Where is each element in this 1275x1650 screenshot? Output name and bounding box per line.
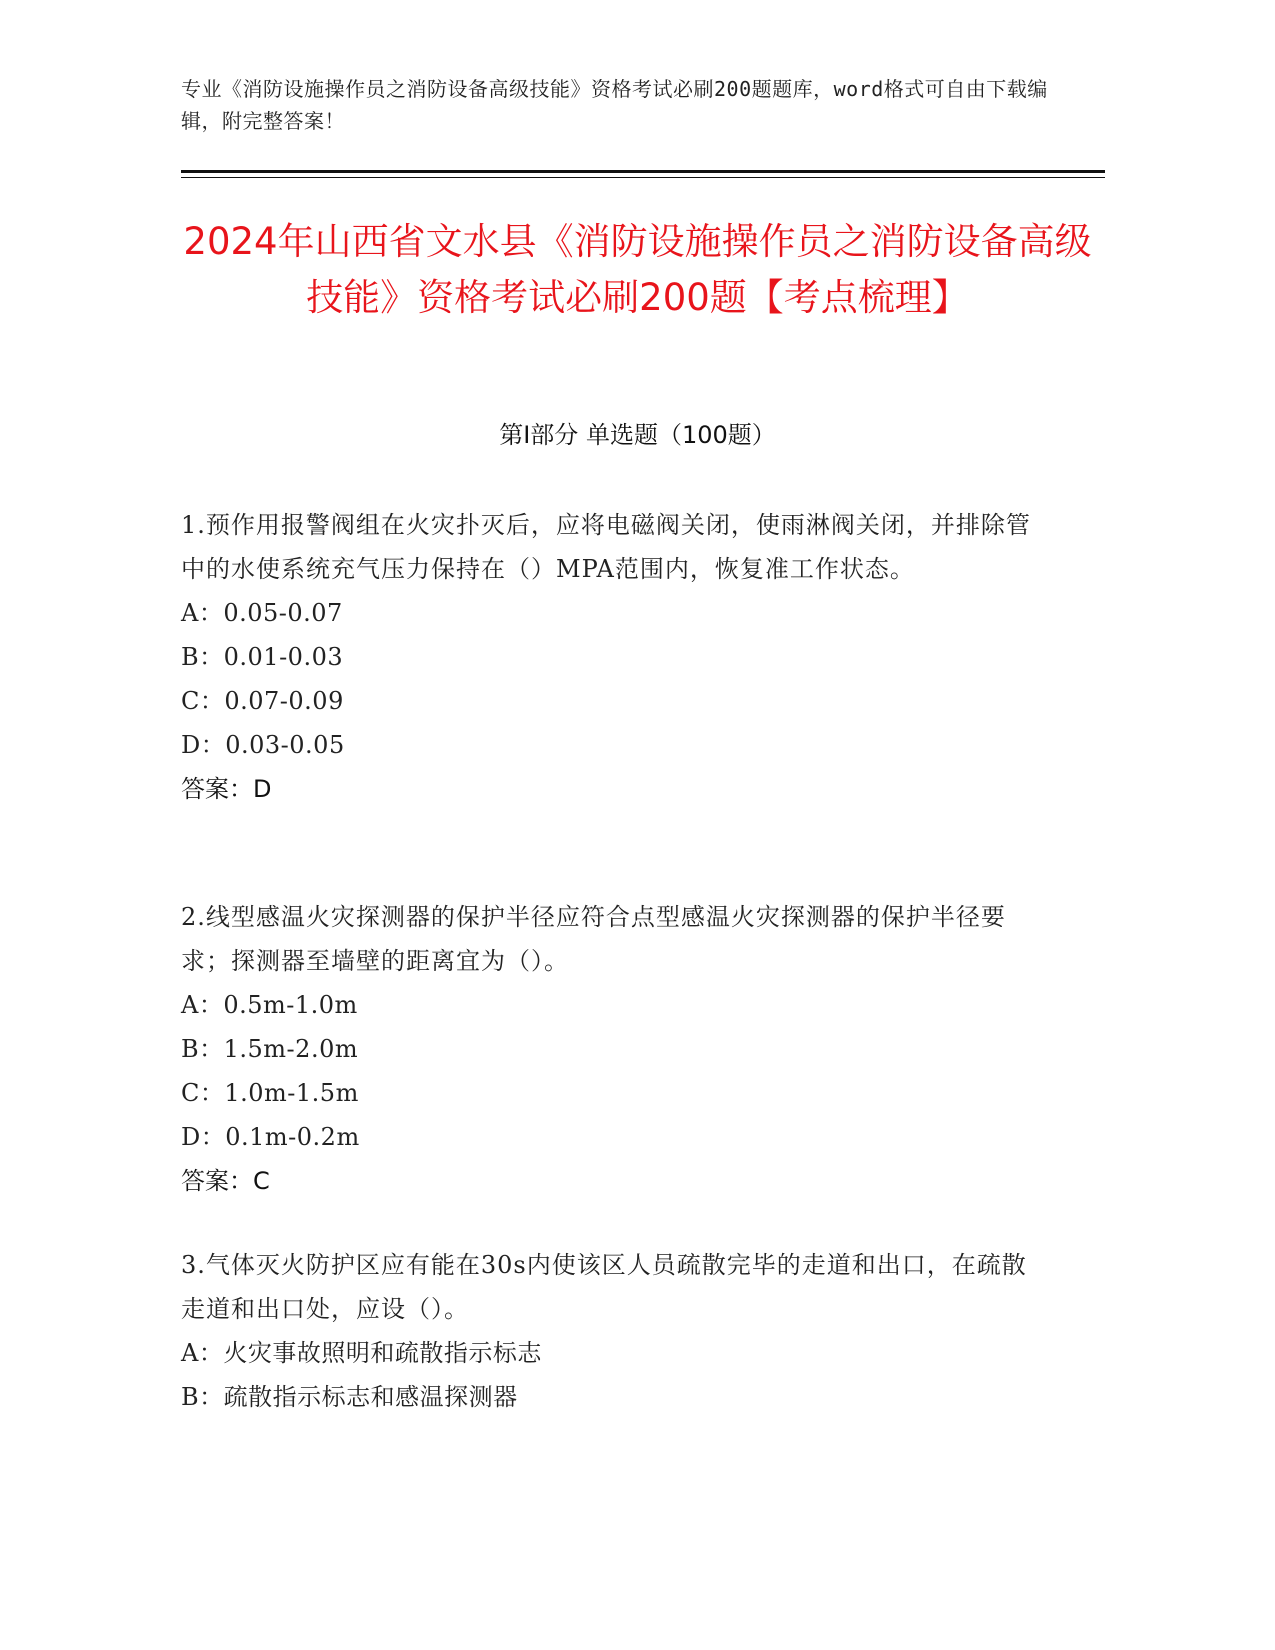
answer-line: 答案：C <box>181 1167 270 1195</box>
option-c: C：0.07-0.09 <box>181 687 344 715</box>
option-b: B：0.01-0.03 <box>181 643 344 671</box>
question-text: 2.线型感温火灾探测器的保护半径应符合点型感温火灾探测器的保护半径要求；探测器至墙壁的距离宜为（）。 <box>181 903 1006 975</box>
question-text: 3.气体灭火防护区应有能在30s内使该区人员疏散完毕的走道和出口，在疏散走道和出口处，应设（）。 <box>181 1251 1027 1323</box>
header-note: 专业《消防设施操作员之消防设备高级技能》资格考试必刷200题题库，word格式可自由下载编辑，附完整答案！ <box>181 77 1048 133</box>
header-divider-thick <box>181 170 1105 173</box>
question-2 <box>181 895 1041 1203</box>
option-a: A：0.05-0.07 <box>181 599 343 627</box>
question-text: 1.预作用报警阀组在火灾扑灭后，应将电磁阀关闭，使雨淋阀关闭，并排除管中的水使系统充气压力保持在（）MPA范围内，恢复准工作状态。 <box>181 511 1031 583</box>
option-c: C：1.0m-1.5m <box>181 1079 359 1107</box>
document-title: 2024年山西省文水县《消防设施操作员之消防设备高级技能》资格考试必刷200题【考点梳理】 <box>183 220 1092 319</box>
option-b: B：疏散指示标志和感温探测器 <box>181 1383 518 1411</box>
header-divider-thin <box>181 177 1105 178</box>
question-1 <box>181 503 1041 811</box>
option-a: A：0.5m-1.0m <box>181 991 358 1019</box>
option-d: D：0.1m-0.2m <box>181 1123 360 1151</box>
question-3 <box>181 1243 1041 1419</box>
option-d: D：0.03-0.05 <box>181 731 345 759</box>
option-a: A：火灾事故照明和疏散指示标志 <box>181 1339 542 1367</box>
option-b: B：1.5m-2.0m <box>181 1035 359 1063</box>
answer-line: 答案：D <box>181 775 272 803</box>
section-heading: 第Ⅰ部分 单选题（100题） <box>499 421 776 449</box>
